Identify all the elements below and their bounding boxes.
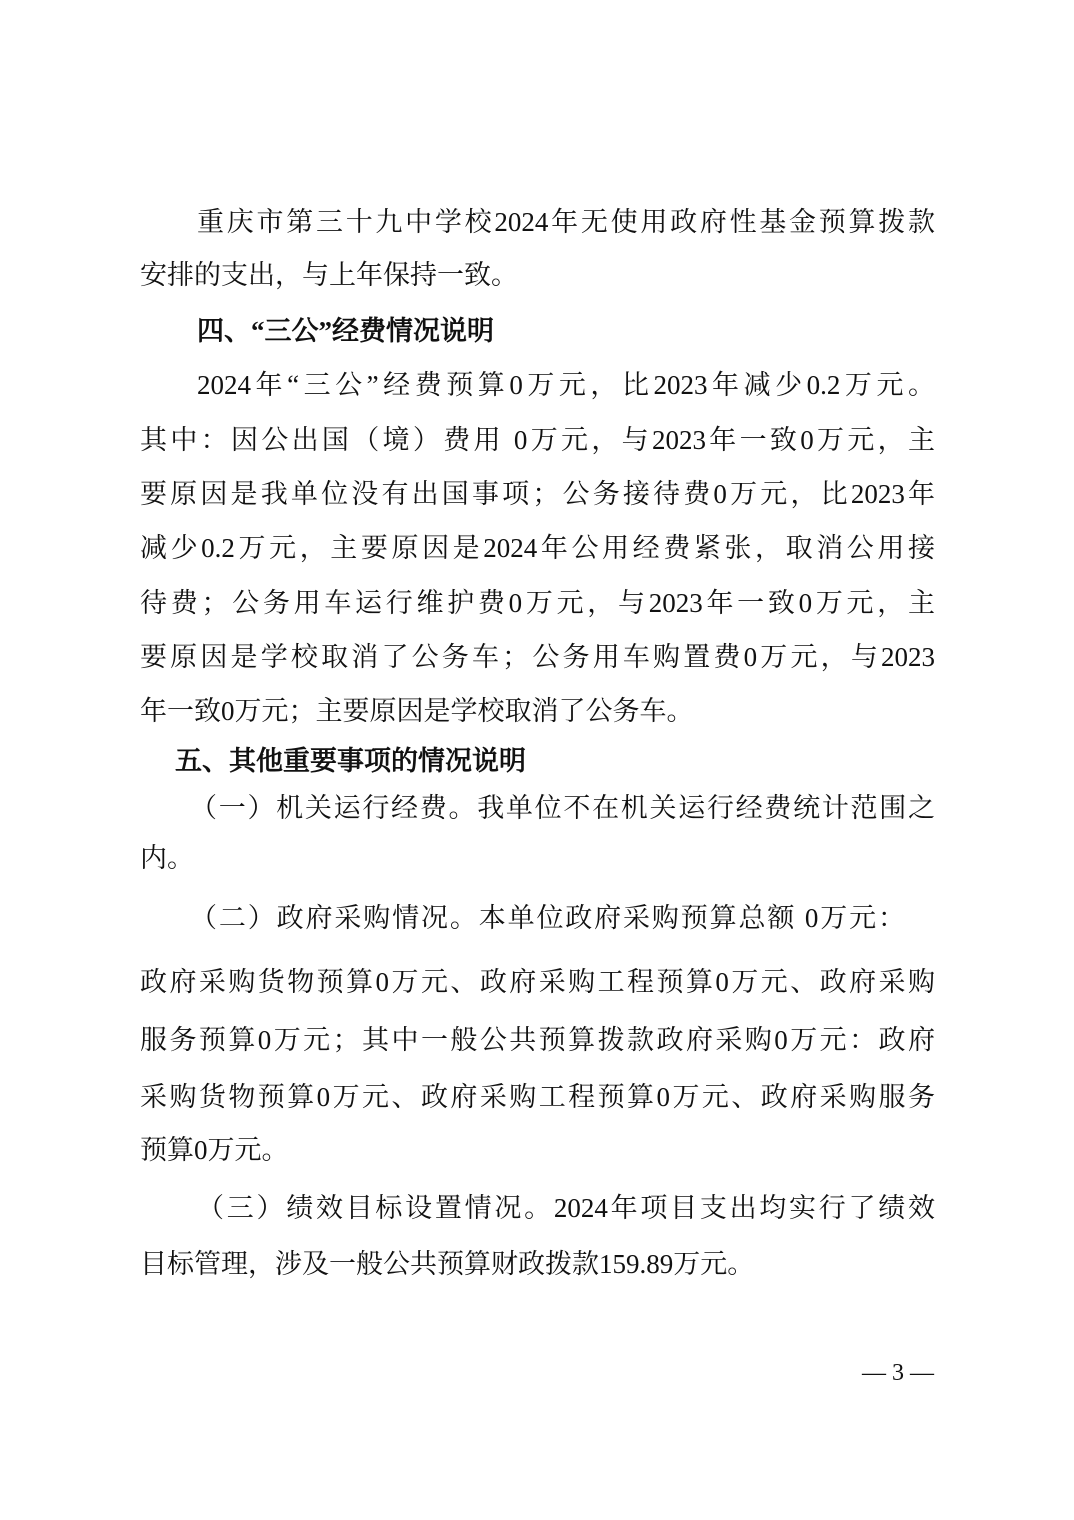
paragraph-line: 重庆市第三十九中学校2024年无使用政府性基金预算拨款 (197, 207, 935, 237)
paragraph-line: 政府采购货物预算0万元、政府采购工程预算0万元、政府采购 (140, 967, 935, 997)
paragraph-line: （二）政府采购情况。本单位政府采购预算总额 0万元： (190, 903, 905, 933)
paragraph-line: 待费；公务用车运行维护费0万元，与2023年一致0万元，主 (140, 588, 935, 618)
paragraph-line: 安排的支出，与上年保持一致。 (140, 260, 518, 290)
paragraph-line: 预算0万元。 (140, 1135, 289, 1165)
paragraph-line: 要原因是学校取消了公务车；公务用车购置费0万元，与2023 (140, 642, 935, 672)
paragraph-line: 其中：因公出国（境）费用 0万元，与2023年一致0万元，主 (140, 425, 935, 455)
paragraph-line: （一）机关运行经费。我单位不在机关运行经费统计范围之 (190, 793, 935, 823)
paragraph-line: （三）绩效目标设置情况。2024年项目支出均实行了绩效 (197, 1193, 935, 1223)
section-heading: 五、其他重要事项的情况说明 (175, 746, 526, 776)
page-number: — 3 — (862, 1360, 934, 1386)
paragraph-line: 采购货物预算0万元、政府采购工程预算0万元、政府采购服务 (140, 1082, 935, 1112)
section-heading: 四、“三公”经费情况说明 (197, 316, 494, 346)
paragraph-line: 2024年“三公”经费预算0万元，比2023年减少0.2万元。 (197, 370, 935, 400)
paragraph-line: 服务预算0万元；其中一般公共预算拨款政府采购0万元：政府 (140, 1025, 935, 1055)
paragraph-line: 内。 (140, 843, 194, 873)
paragraph-line: 目标管理，涉及一般公共预算财政拨款159.89万元。 (140, 1249, 755, 1279)
paragraph-line: 要原因是我单位没有出国事项；公务接待费0万元，比2023年 (140, 479, 935, 509)
paragraph-line: 年一致0万元；主要原因是学校取消了公务车。 (140, 696, 694, 726)
paragraph-line: 减少0.2万元，主要原因是2024年公用经费紧张，取消公用接 (140, 533, 935, 563)
